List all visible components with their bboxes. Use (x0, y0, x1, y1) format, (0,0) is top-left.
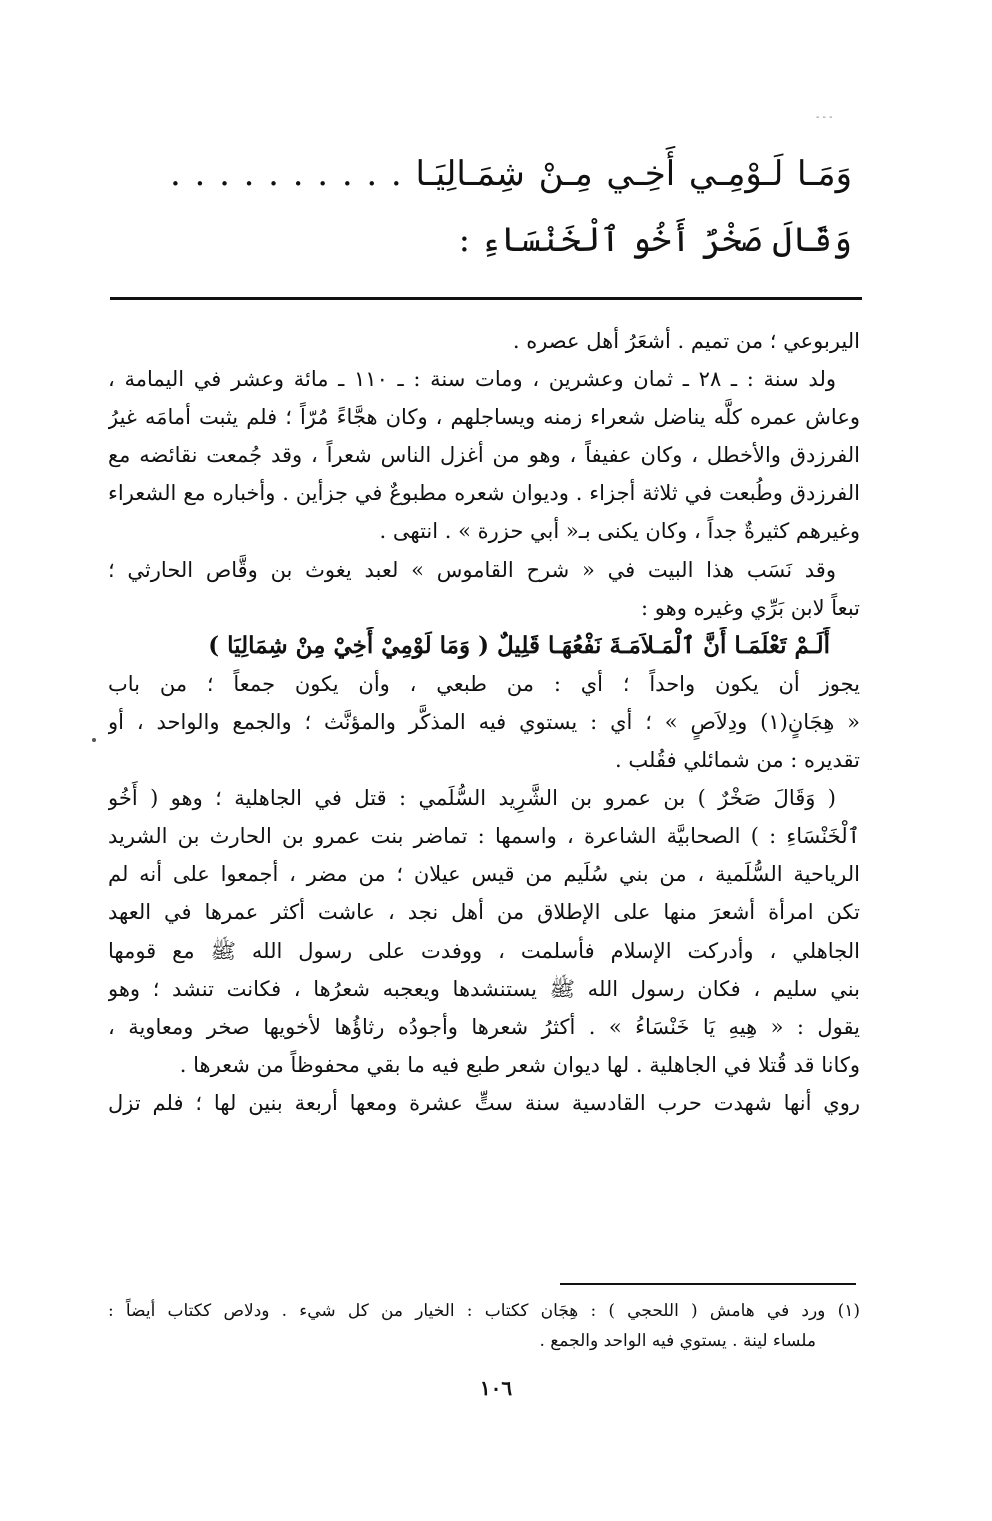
verse-text: وَمَـا لَـوْمِـي أَخِـي مِـنْ شِمَـالِيَـا (415, 154, 852, 194)
body-line: تبعاً لابن بَرِّي وغيره وهو : (641, 595, 860, 620)
header-verse-line-1 (170, 154, 852, 194)
body-line: تكن امرأة أشعرَ منها على الإطلاق من أهل نجد ، عاشت أكثر عمرها في العهد (108, 900, 860, 925)
footnote (108, 1296, 860, 1356)
body-line: ( وَقَالَ صَخْرٌ ) بن عمرو بن الشَّرِيد السُّلَمي : قتل في الجاهلية ؛ وهو ( أَخُو (108, 786, 836, 811)
body-line: ولد سنة : ـ ٢٨ ـ ثمان وعشرين ، ومات سنة : ـ ١١٠ ـ مائة وعشر في اليمامة ، (108, 367, 836, 392)
body-line: ٱلْخَنْسَاءِ : ) الصحابيَّة الشاعرة ، واسمها : تماضر بنت عمرو بن الحارث بن الشريد (108, 824, 860, 849)
body-line: وغيرهم كثيرةٌ جداً ، وكان يكنى بـ« أبي حزرة » . انتهى . (379, 519, 860, 544)
body-line: بني سليم ، فكان رسول الله ﷺ يستنشدها ويعجبه شعرُها ، فكانت تنشد ؛ وهو (108, 976, 860, 1001)
footnote-line: (١) ورد في هامش ( اللحجي ) : هِجَان ككتاب : الخيار من كل شيء . ودلاص ككتاب أيضاً : (108, 1301, 860, 1321)
body-line: « هِجَانٍ(١) ودِلاَصٍ » ؛ أي : يستوي فيه المذكَّر والمؤنَّث ؛ والجمع والواحد ، أو (108, 709, 860, 734)
body-line: الفرزدق وطُبعت في ثلاثة أجزاء . وديوان شعره مطبوعٌ في جزأين . وأخباره مع الشعراء (108, 481, 860, 506)
page-number: ١٠٦ (479, 1376, 513, 1400)
body-line: الرياحية السُّلَمية ، من بني سُلَيم من قيس عيلان ؛ من مضر ، أجمعوا على أنه لم (108, 862, 860, 887)
scan-speck: - - - (816, 112, 833, 123)
body-line: وكانا قد قُتلا في الجاهلية . لها ديوان شعر طبع فيه ما بقي محفوظاً من شعرها . (179, 1052, 860, 1077)
body-line: وقد نَسَب هذا البيت في « شرح القاموس » لعبد يغوث بن وقَّاص الحارثي ؛ (108, 557, 836, 582)
body-line: تقديره : من شمائلي فقُلب . (615, 748, 860, 773)
body-line: الجاهلي ، وأدركت الإسلام فأسلمت ، ووفدت على رسول الله ﷺ مع قومها (108, 938, 860, 963)
body-line: الفرزدق والأخطل ، وكان عفيفاً ، وهو من أغزل الناس شعراً ، وقد جُمعت نقائضه مع (108, 443, 860, 468)
verse-ellipsis-dots: . . . . . . . . . . (170, 154, 402, 194)
commentary-text (108, 322, 860, 1122)
body-line: اليربوعي ؛ من تميم . أشعَرُ أهل عصره . (512, 329, 860, 353)
body-line: وعاش عمره كلَّه يناضل شعراء زمنه ويساجلهم ، وكان هجَّاءً مُرّاً ؛ فلم يثبت أمامَه غيرُ (108, 405, 860, 430)
body-line: يقول : « هِيهِ يَا خَنْسَاءُ » . أكثرُ شعرها وأجودُه رثاؤُها لأخويها صخر ومعاوية ، (108, 1014, 860, 1039)
body-line: يجوز أن يكون واحداً ؛ أي : من طبعي ، وأن يكون جمعاً ؛ من باب (108, 671, 860, 696)
footnote-line: ملساء لينة . يستوي فيه الواحد والجمع . (539, 1331, 816, 1351)
footnote-separator (560, 1283, 856, 1285)
body-line: روي أنها شهدت حرب القادسية سنة ستٍّ عشرة ومعها أربعة بنين لها ؛ فلم تزل (108, 1090, 860, 1115)
header-verse-line-2: وَقَالَ صَخْرٌ أَخُو ٱلْخَنْسَاءِ : (458, 220, 852, 260)
separator-rule (110, 297, 862, 300)
margin-mark (92, 738, 96, 742)
poem-verse-line: أَلَـمْ تَعْلَمَـا أَنَّ ٱلْمَـلاَمَـةَ نَفْعُهَـا قَلِيلٌ ( وَمَا لَوْمِيْ أَخِيْ مِنْ شِمَالِيَا ) (208, 631, 830, 659)
